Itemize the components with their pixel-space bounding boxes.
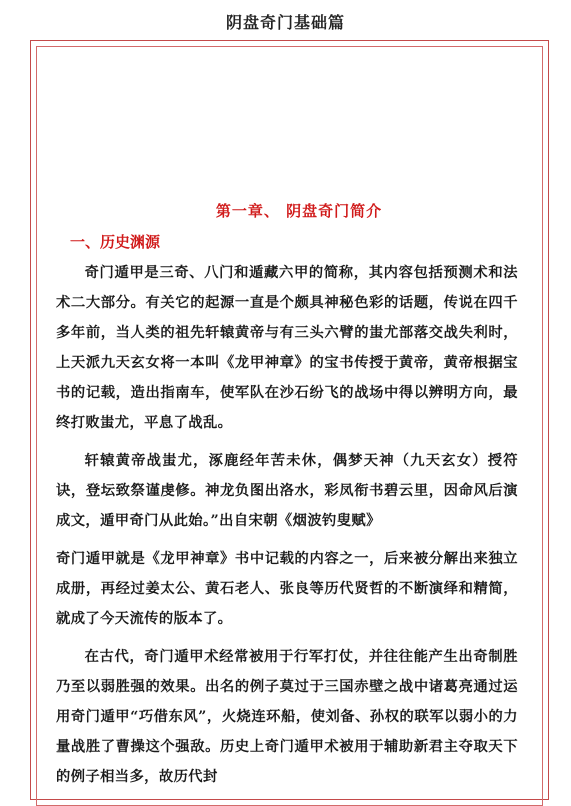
chapter-heading: 第一章、 阴盘奇门简介 xyxy=(215,202,383,220)
section-heading: 一、历史渊源 xyxy=(70,233,161,251)
paragraph-book: 奇门遁甲就是《龙甲神章》书中记载的内容之一，后来被分解出来独立成册，再经过姜太公、黄石老人、张良等历代贤哲的不断演绎和精简，就成了今天流传的版本了。 xyxy=(56,551,518,627)
paragraph-military: 在古代，奇门遁甲术经常被用于行军打仗，并往往能产生出奇制胜乃至以弱胜强的效果。出名的例子莫过于三国赤壁之战中诸葛亮通过运用奇门遁甲“巧借东风”，火烧连环船，使刘备、孙权的联军以弱小的力量战胜了曹操这个强敌。历史上奇门遁甲术被用于辅助新君主夺取天下的例子相当多，故历代封 xyxy=(56,649,518,785)
paragraph-poem: 轩辕黄帝战蚩尤，涿鹿经年苦未休，偶梦天神（九天玄女）授符诀，登坛致祭谨虔修。神龙负图出洛水，彩凤衔书碧云里，因命风后演成文，遁甲奇门从此始。”出自宋朝《烟波钓叟赋》 xyxy=(56,453,518,529)
paragraph-origin: 奇门遁甲是三奇、八门和遁藏六甲的简称，其内容包括预测术和法术二大部分。有关它的起源一直是个颇具神秘色彩的话题，传说在四千多年前，当人类的祖先轩辕黄帝与有三头六臂的蚩尤部落交战失利时，上天派九天玄女将一本叫《龙甲神章》的宝书传授于黄帝，黄帝根据宝书的记载，造出指南车，使军队在沙石纷飞的战场中得以辨明方向，最终打败蚩尤，平息了战乱。 xyxy=(56,265,518,431)
page-title: 阴盘奇门基础篇 xyxy=(225,13,345,32)
document-body xyxy=(56,200,518,800)
